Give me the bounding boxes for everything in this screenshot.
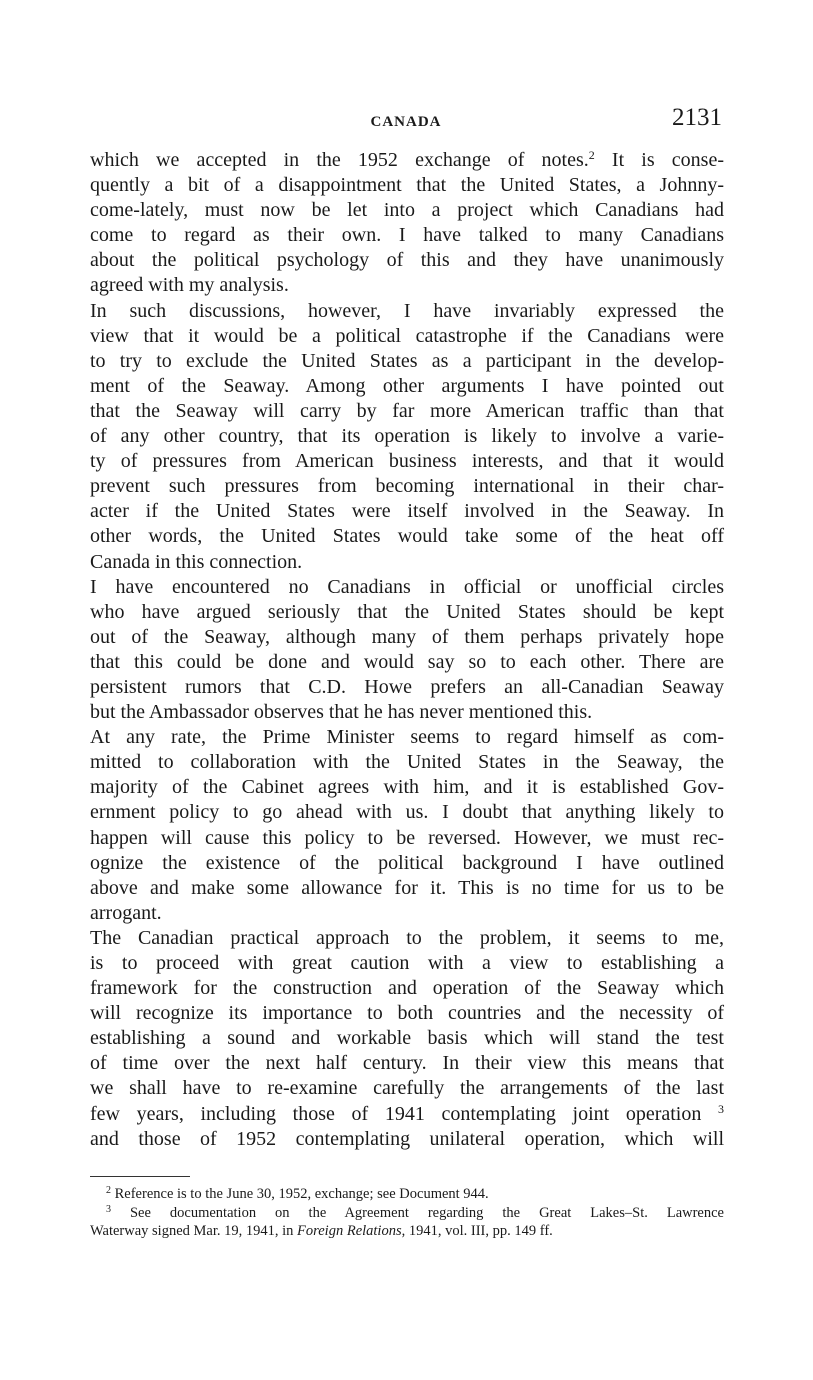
text-line: ognize the existence of the political background I have outlined [90,851,724,874]
text-line: ment of the Seaway. Among other arguments I have pointed out [90,374,724,397]
text-line: At any rate, the Prime Minister seems to regard himself as com- [90,726,724,749]
page-number: 2131 [672,104,722,131]
text-line: prevent such pressures from becoming international in their char- [90,475,724,498]
text-line: The Canadian practical approach to the problem, it seems to me, [90,926,724,949]
text-line: but the Ambassador observes that he has never mentioned this. [90,701,593,724]
text-line: framework for the construction and operation of the Seaway which [90,977,724,1000]
footnote-mark: 2 [106,1185,111,1196]
text-line: Canada in this connection. [90,550,303,573]
text-line: out of the Seaway, although many of them perhaps privately hope [90,625,724,648]
paragraph-1 [90,148,724,299]
text-line: that the Seaway will carry by far more American traffic than that [90,399,724,422]
text-line: majority of the Cabinet agrees with him, and it is established Gov- [90,776,724,799]
text-line: few years, including those of 1941 contemplating joint operation $^3$ [90,1101,725,1125]
text-line: agreed with my analysis. [90,274,289,297]
text-line: mitted to collaboration with the United States in the Seaway, the [90,751,724,774]
paragraph-5 [90,926,724,1152]
paragraph-4 [90,725,724,926]
text-line: persistent rumors that C.D. Howe prefers an all-Canadian Seaway [90,675,724,698]
text-line: come-lately, must now be let into a project which Canadians had [90,199,724,222]
text-line: that this could be done and would say so to each other. There are [90,650,724,673]
text-line: to try to exclude the United States as a participant in the develop- [90,349,724,372]
text-line: other words, the United States would take some of the heat off [90,525,724,548]
footnote-ref-2[interactable]: 2 [588,148,595,162]
footnote-3-continued: Waterway signed Mar. 19, 1941, in Foreign Relations, 1941, vol. III, pp. 149 ff. [90,1223,553,1239]
text-line: happen will cause this policy to be reversed. However, we must rec- [90,826,724,849]
paragraph-2 [90,299,724,575]
text-line: which we accepted in the 1952 exchange of notes.$^2$ It is conse- [90,148,724,171]
text-line: establishing a sound and workable basis which will stand the test [90,1027,724,1050]
footnote-3: $^3$ See documentation on the Agreement regarding the Great Lakes–St. Lawrence [106,1203,724,1221]
text-line: and those of 1952 contemplating unilateral operation, which will [90,1127,724,1150]
running-head [90,104,722,138]
text-line: arrogant. [90,901,162,924]
text-line: In such discussions, however, I have invariably expressed the [90,299,724,322]
text-line: will recognize its importance to both countries and the necessity of [90,1002,724,1025]
text-line: come to regard as their own. I have talked to many Canadians [90,224,724,247]
text-line: view that it would be a political catastrophe if the Canadians were [90,324,724,347]
text-line: who have argued seriously that the United States should be kept [90,600,724,623]
footnotes [90,1185,724,1241]
footnote-2: $^2$ Reference is to the June 30, 1952, exchange; see Document 944. [106,1185,489,1202]
footnote-ref-3[interactable]: 3 [718,1101,725,1116]
text-line: above and make some allowance for it. This is no time for us to be [90,876,724,899]
text-line: ty of pressures from American business interests, and that it would [90,450,724,473]
text-line: I have encountered no Canadians in official or unofficial circles [90,575,724,598]
paragraph-3 [90,575,724,726]
volume-number: III [470,1223,486,1239]
text-line: ernment policy to go ahead with us. I doubt that anything likely to [90,801,724,824]
text-line: quently a bit of a disappointment that the United States, a Johnny- [90,174,724,197]
body-text [90,148,724,1152]
running-title: CANADA [370,114,442,130]
text-line: about the political psychology of this and they have unanimously [90,249,724,272]
text-line: of time over the next half century. In their view this means that [90,1052,724,1075]
text-line: we shall have to re-examine carefully the arrangements of the last [90,1077,724,1100]
text-line: is to proceed with great caution with a view to establishing a [90,952,724,974]
text-line: acter if the United States were itself involved in the Seaway. In [90,500,724,523]
footnote-mark: 3 [106,1203,111,1215]
publication-title: Foreign Relations [297,1223,402,1239]
text-line: of any other country, that its operation is likely to involve a varie- [90,425,724,448]
footnote-divider [90,1176,190,1177]
